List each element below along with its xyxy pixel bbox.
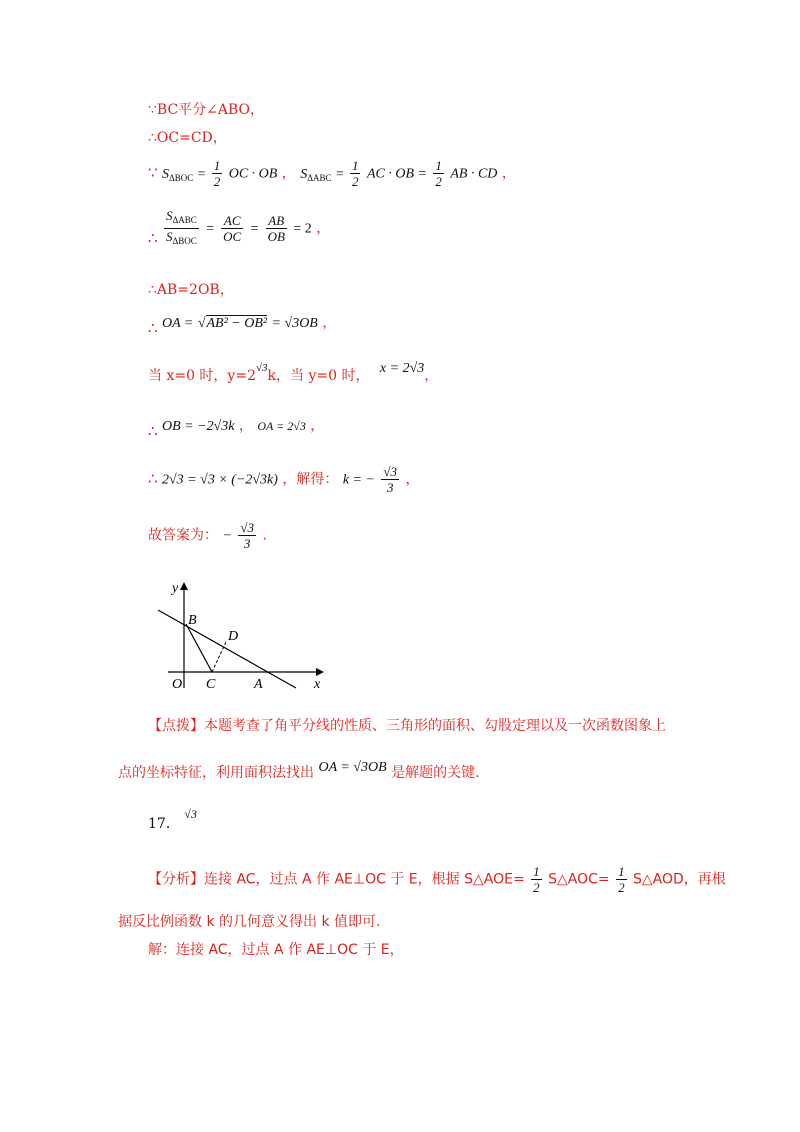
fraction-half: $\frac{1}{2}$ xyxy=(533,864,540,895)
coordinate-figure xyxy=(150,578,330,698)
ratio-ac-oc: $\frac{AC}{OC}$ xyxy=(223,213,242,244)
because-symbol: ∵ xyxy=(148,163,158,182)
oa-value: OA = 2√3 xyxy=(257,419,306,433)
ob-value: OB = −2√3k xyxy=(162,419,235,434)
analysis-line-1: 【分析】连接 AC，过点 A 作 AE⊥OC 于 E，根据 S△AOE= $\frac{1}{2}$ S△AOC= $\frac{1}{2}$ S△AOD，再根 xyxy=(148,864,726,895)
label-c: C xyxy=(206,677,216,692)
therefore-symbol: ∴ xyxy=(148,422,158,440)
label-b: B xyxy=(188,613,197,628)
tip-line-2: 点的坐标特征，利用面积法找出 OA = √3OB 是解题的关键. xyxy=(118,760,480,781)
y-axis-arrow xyxy=(180,582,188,590)
segment-bc xyxy=(186,624,212,672)
therefore-symbol: ∴ xyxy=(148,469,158,488)
k-lhs: k = − xyxy=(342,472,375,488)
line-bc-bisects xyxy=(148,100,264,120)
line-solve-k: ∴ 2√3 = √3 × (−2√3k) ，解得： k = − $\frac{√3}{3}$ ， xyxy=(148,464,420,495)
therefore-symbol: ∴ xyxy=(148,319,158,337)
label-y: y xyxy=(172,581,179,596)
line-text: ∵BC平分∠ABO， xyxy=(148,102,265,118)
solve-equation: 2√3 = √3 × (−2√3k) xyxy=(162,472,278,488)
fraction-half: $\frac{1}{2}$ xyxy=(618,864,625,895)
ratio-ab-ob: $\frac{AB}{OB}$ xyxy=(267,213,285,244)
area-mid-2: AC · OB = xyxy=(366,166,427,182)
solution-line-1: 解：连接 AC，过点 A 作 AE⊥OC 于 E， xyxy=(148,942,404,958)
x-intercept-eq: x = 2√3 xyxy=(379,361,425,376)
line-area-equations: ∵ $S_{\Delta BOC}$ = $\frac{1}{2}$ OC · OB ， $S_{\Delta ABC}$ = $\frac{1}{2}$ AC · OB = $\frac{1}{2}$ AB · CD ， xyxy=(148,158,516,189)
analysis-line-2: 据反比例函数 k 的几何意义得出 k 值即可. xyxy=(118,914,381,930)
label-a: A xyxy=(254,677,263,692)
line-area-ratio: ∴ $\frac{S_{\Delta ABC}}{S_{\Delta BOC}}$ = $\frac{AC}{OC}$ = $\frac{AB}{OB}$ = 2 ， xyxy=(148,208,330,249)
line-text: ∴AB=2OB， xyxy=(148,282,234,298)
question-number: 17． xyxy=(148,816,180,832)
label-d: D xyxy=(228,629,239,644)
segment-cd-dashed xyxy=(212,642,226,672)
fraction-half: $\frac{1}{2}$ xyxy=(435,158,442,189)
fraction-half: $\frac{1}{2}$ xyxy=(351,158,359,189)
tip-equation: OA = √3OB xyxy=(318,760,387,775)
line-text: ∴OC=CD， xyxy=(148,130,227,146)
line-ab-eq-2ob xyxy=(148,280,234,300)
fraction-half: $\frac{1}{2}$ xyxy=(213,158,221,189)
area-lhs-2: $S_{\Delta ABC}$ = xyxy=(300,166,348,183)
line-answer: 故答案为： − $\frac{√3}{3}$ . xyxy=(148,520,267,551)
area-rhs-1: OC · OB xyxy=(228,166,278,182)
label-x: x xyxy=(314,677,321,692)
line-intercepts: 当 x=0 时，$y=2^{√3}k$，当 y=0 时， x = 2√3， xyxy=(148,361,439,384)
ratio-result: = 2 xyxy=(293,221,312,237)
area-rhs-2: AB · CD xyxy=(450,166,498,182)
line-ob-oa-values: ∴ OB = −2√3k ， OA = 2√3 ， xyxy=(148,418,325,440)
oa-lhs: OA = xyxy=(162,316,194,331)
line-oc-eq-cd xyxy=(148,128,227,148)
k-fraction: $\frac{√3}{3}$ xyxy=(383,464,398,495)
tip-line-1: 【点拨】本题考查了角平分线的性质、三角形的面积、勾股定理以及一次函数图象上 xyxy=(148,718,666,734)
ratio-area-fraction: $\frac{S_{\Delta ABC}}{S_{\Delta BOC}}$ xyxy=(166,208,197,246)
question-17 xyxy=(148,807,197,834)
line-oa-pythagoras: ∴ OA = √AB² − OB² = √3OB ， xyxy=(148,315,337,337)
therefore-symbol: ∴ xyxy=(148,228,158,247)
area-lhs-1: $S_{\Delta BOC}$ = xyxy=(162,166,210,183)
question-answer: √3 xyxy=(184,807,197,821)
x-axis-arrow xyxy=(316,668,324,676)
oa-rhs: = √3OB xyxy=(271,316,318,331)
answer-fraction: $\frac{√3}{3}$ xyxy=(240,520,254,551)
label-o: O xyxy=(172,677,183,692)
radicand: AB² − OB² xyxy=(206,316,268,331)
